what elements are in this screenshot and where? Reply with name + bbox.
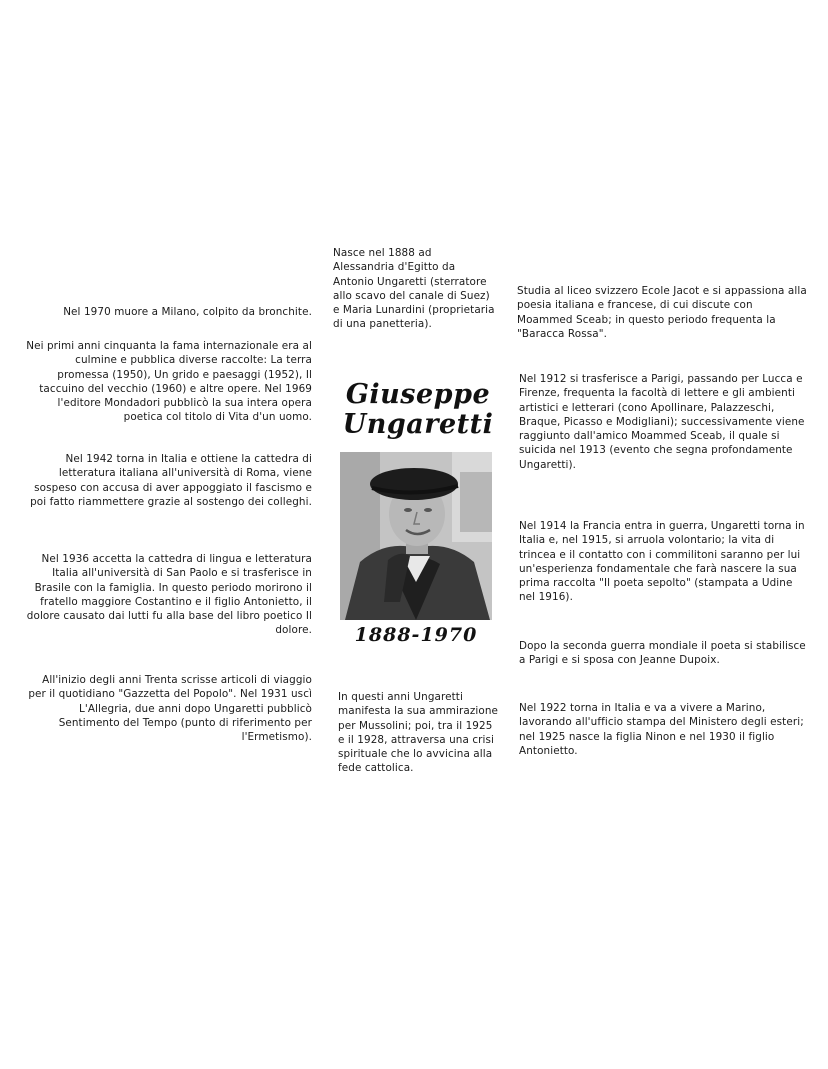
- left-paragraph-1950s: Nei primi anni cinquanta la fama internazionale era al culmine e pubblica diverse raccolte: La terra promessa (1950), Un grido e paesaggi (1952), Il taccuino del vecchio (1960) e altre opere. Nel 1969 l'editore Mondadori pubblicò la sua intera opera poetica col titolo di Vita d'un uomo.: [26, 340, 312, 424]
- right-paragraph-1922: Nel 1922 torna in Italia e va a vivere a Marino, lavorando all'ufficio stampa del Ministero degli esteri; nel 1925 nasce la figlia Ninon e nel 1930 il figlio Antonietto.: [519, 702, 804, 757]
- center-paragraph-birth: Nasce nel 1888 ad Alessandria d'Egitto da Antonio Ungaretti (sterratore allo scavo del canale di Suez) e Maria Lunardini (proprietaria di una panetteria).: [333, 247, 495, 331]
- right-paragraph-1912: Nel 1912 si trasferisce a Parigi, passando per Lucca e Firenze, frequenta la facoltà di lettere e gli ambienti artistici e letterari (cono Apollinare, Palazzeschi, Braque, Picasso e Modigliani); successivamente viene raggiunto dall'amico Moammed Sceab, il quale si suicida nel 1913 (evento che segna profondamente Ungaretti).: [519, 373, 805, 471]
- title-last-name: Ungaretti: [342, 409, 494, 440]
- right-paragraph-postwar: Dopo la seconda guerra mondiale il poeta si stabilisce a Parigi e si sposa con Jeanne Dupoix.: [519, 640, 806, 667]
- center-paragraph-1925: In questi anni Ungaretti manifesta la sua ammirazione per Mussolini; poi, tra il 1925 e il 1928, attraversa una crisi spirituale che lo avvicina alla fede cattolica.: [338, 691, 499, 775]
- title-first-name: Giuseppe: [345, 379, 491, 410]
- right-paragraph-school: Studia al liceo svizzero Ecole Jacot e si appassiona alla poesia italiana e francese, di cui discute con Moammed Sceab; in questo periodo frequenta la "Baracca Rossa".: [517, 285, 807, 340]
- page-title: [338, 380, 498, 440]
- life-years: 1888-1970: [354, 624, 478, 646]
- left-paragraph-1936: Nel 1936 accetta la cattedra di lingua e letteratura Italia all'università di San Paolo e si trasferisce in Brasile con la famiglia. In questo periodo morirono il fratello maggiore Costantino e il figlio Antonietto, il dolore causato dai lutti fu alla base del libro poetico Il dolore.: [26, 553, 312, 637]
- left-paragraph-1930s: All'inizio degli anni Trenta scrisse articoli di viaggio per il quotidiano "Gazzetta del Popolo". Nel 1931 uscì L'Allegria, due anni dopo Ungaretti pubblicò Sentimento del Tempo (punto di riferimento per l'Ermetismo).: [28, 674, 312, 744]
- left-paragraph-1942: Nel 1942 torna in Italia e ottiene la cattedra di letteratura italiana all'università di Roma, viene sospeso con accusa di aver appoggiato il fascismo e poi fatto riammettere grazie al sostengo dei colleghi.: [30, 453, 312, 508]
- portrait-photo: [340, 452, 492, 620]
- right-paragraph-1914: Nel 1914 la Francia entra in guerra, Ungaretti torna in Italia e, nel 1915, si arruola volontario; la vita di trincea e il contatto con i commilitoni saranno per lui un'esperienza fondamentale che farà nascere la sua prima raccolta "Il poeta sepolto" (stampata a Udine nel 1916).: [519, 520, 805, 604]
- left-paragraph-1970: Nel 1970 muore a Milano, colpito da bronchite.: [63, 306, 312, 318]
